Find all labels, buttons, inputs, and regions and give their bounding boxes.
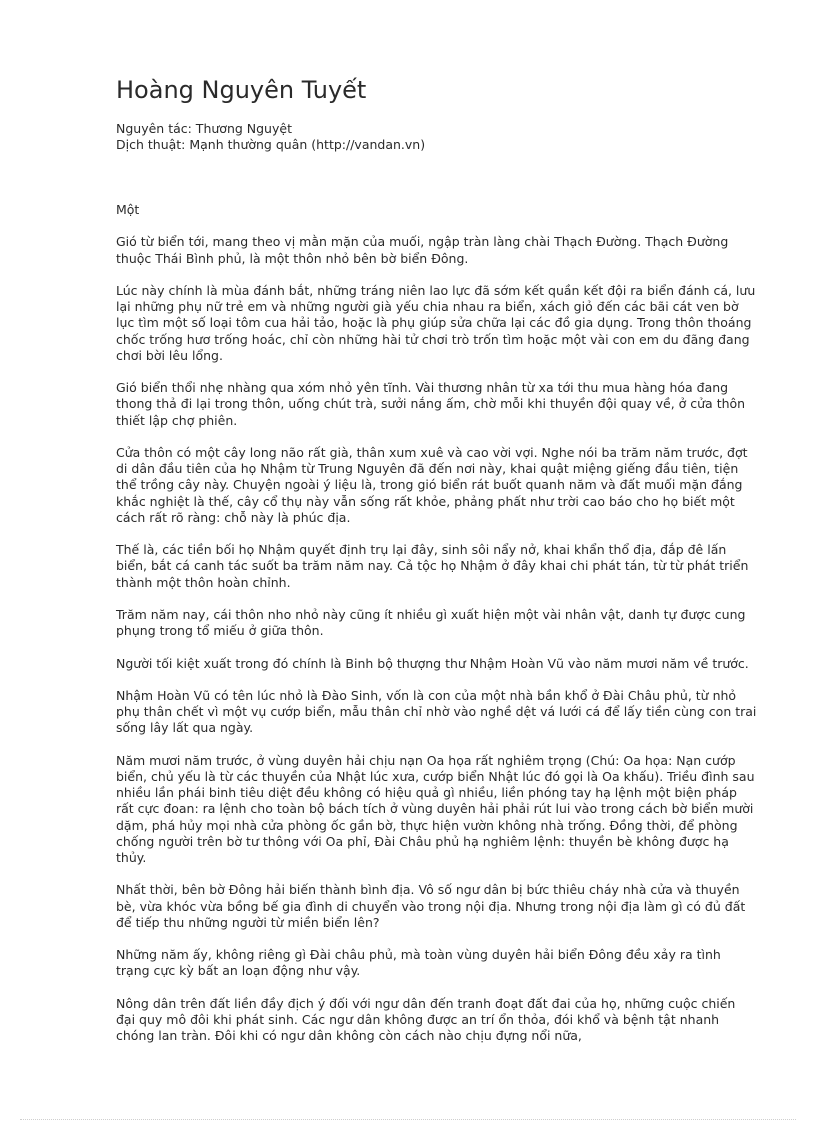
document-body [116,202,758,1061]
paragraph: Nông dân trên đất liền đầy địch ý đối với ngư dân đến tranh đoạt đất đai của họ, những cuộc chiến đại quy mô đôi khi phát sinh. Các ngư dân không được an trí ổn thỏa, đói khổ và bệnh tật nhanh chóng lan tràn. Đôi khi có ngư dân không còn cách nào chịu đựng nổi nữa, [116,995,736,1044]
paragraph: Gió từ biển tới, mang theo vị mằn mặn của muối, ngập tràn làng chài Thạch Đường. Thạch Đường thuộc Thái Bình phủ, là một thôn nhỏ bên bờ biển Đông. [116,234,729,266]
paragraph: Gió biển thổi nhẹ nhàng qua xóm nhỏ yên tĩnh. Vài thương nhân từ xa tới thu mua hàng hóa đang thong thả đi lại trong thôn, uống chút trà, sưởi nắng ấm, chờ mỗi khi thuyền đội quay về, ở cửa thôn thiết lập chợ phiên. [116,380,746,428]
paragraph: Nhậm Hoàn Vũ có tên lúc nhỏ là Đào Sinh, vốn là con của một nhà bần khổ ở Đài Châu phủ, từ nhỏ phụ thân chết vì một vụ cướp biển, mẫu thân chỉ nhờ vào nghề dệt vá lưới cá để lấy tiền cùng con trai sống lây lất qua ngày. [116,687,757,736]
translator-line: Dịch thuật: Mạnh thường quân (http://vandan.vn) [116,137,426,152]
paragraph: Lúc này chính là mùa đánh bắt, những tráng niên lao lực đã sớm kết quần kết đội ra biển đánh cá, lưu lại những phụ nữ trẻ em và những người già yếu chia nhau ra biển, xách giỏ đến các bãi cát ven bờ lục tìm một số loại tôm cua hải tảo, hoặc là phụ giúp sửa chữa lại các đồ gia dụng. Trong thôn thoáng chốc trống hươ trống hoác, chỉ còn những hài tử chơi trò trốn tìm hoặc một vài con em du đãng đang chơi bời lêu lổng. [116,282,756,363]
paragraph: Nhất thời, bên bờ Đông hải biến thành bình địa. Vô số ngư dân bị bức thiêu cháy nhà cửa và thuyền bè, vừa khóc vừa bồng bế gia đình di chuyển vào trong nội địa. Nhưng trong nội địa làm gì có đủ đất để tiếp thu những người từ miền biển lên? [116,882,746,930]
paragraph: Thế là, các tiền bối họ Nhậm quyết định trụ lại đây, sinh sôi nẩy nở, khai khẩn thổ địa, đắp đê lấn biển, bắt cá canh tác suốt ba trăm năm nay. Cả tộc họ Nhậm ở đây khai chi phát tán, từ từ phát triển thành một thôn hoàn chỉnh. [116,542,749,590]
paragraph: Người tối kiệt xuất trong đó chính là Binh bộ thượng thư Nhậm Hoàn Vũ vào năm mươi năm về trước. [116,655,749,671]
paragraph: Trăm năm nay, cái thôn nho nhỏ này cũng ít nhiều gì xuất hiện một vài nhân vật, danh tự được cung phụng trong tổ miếu ở giữa thôn. [116,606,746,639]
paragraph: Những năm ấy, không riêng gì Đài châu phủ, mà toàn vùng duyên hải biển Đông đều xảy ra tình trạng cực kỳ bất an loạn động như vậy. [116,947,721,979]
author-line: Nguyên tác: Thương Nguyệt [116,121,292,136]
document-meta [116,121,425,153]
paragraph: Năm mươi năm trước, ở vùng duyên hải chịu nạn Oa họa rất nghiêm trọng (Chú: Oa họa: Nạn cướp biển, chủ yếu là từ các thuyền của Nhật lúc xưa, cướp biển Nhật lúc đó gọi là Oa khấu). Triều đình sau nhiều lần phái binh tiêu diệt đều không có hiệu quả gì nhiều, liền phóng tay hạ lệnh một biện pháp rất cực đoan: ra lệnh cho toàn bộ bách tích ở vùng duyên hải phải rút lui vào trong cách bờ biển mười dặm, phá hủy mọi nhà cửa phòng ốc gần bờ, thực hiện vườn không nhà trống. Đồng thời, để phòng chống người trên bờ tư thông với Oa phỉ, Đài Châu phủ hạ nghiêm lệnh: thuyền bè không được hạ thủy. [116,752,755,865]
document-title: Hoàng Nguyên Tuyết [116,76,367,104]
chapter-heading: Một [116,202,140,217]
page-bottom-divider [20,1119,796,1120]
paragraph: Cửa thôn có một cây long não rất già, thân xum xuê và cao vời vợi. Nghe nói ba trăm năm trước, đợt di dân đầu tiên của họ Nhậm từ Trung Nguyên đã đến nơi này, khai quật miệng giếng đầu tiên, tiện thể trồng cây này. Chuyện ngoài ý liệu là, trong gió biển rát buốt quanh năm và đất muối mặn đắng khắc nghiệt là thế, cây cổ thụ này vẫn sống rất khỏe, phảng phất như trời cao báo cho họ biết một cách rất rõ ràng: chỗ này là phúc địa. [116,444,748,525]
